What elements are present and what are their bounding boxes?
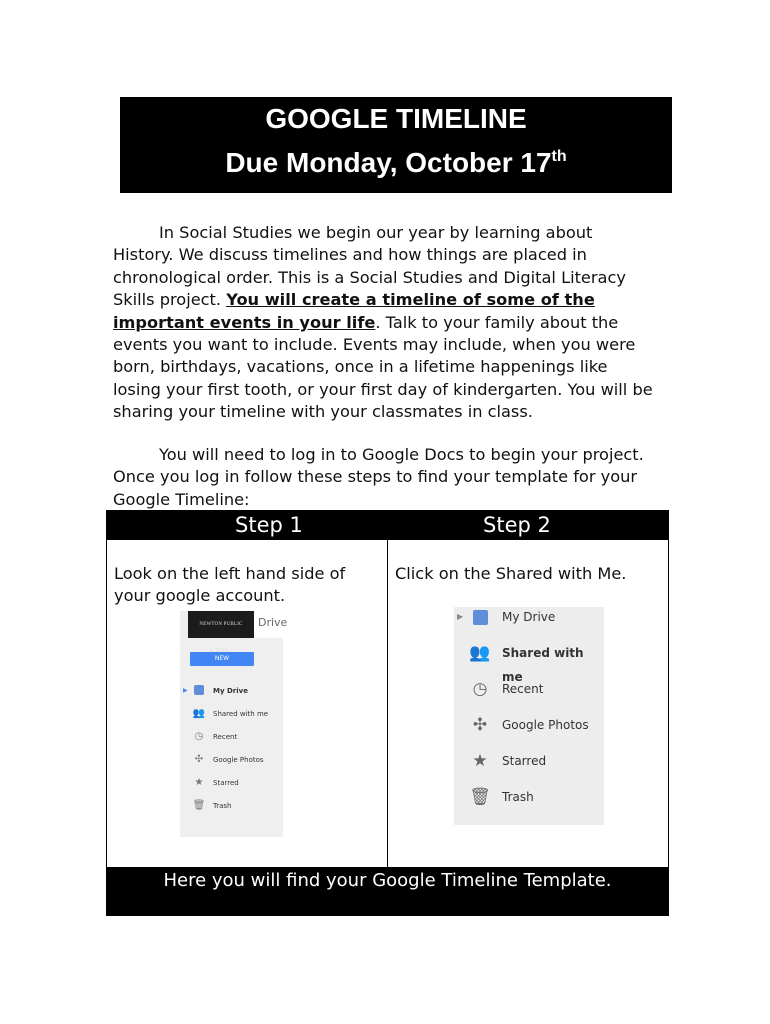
step1-heading: Step 1: [235, 513, 303, 537]
nav-label: Starred: [502, 754, 547, 768]
school-logo: NEWTON PUBLIC: [188, 611, 254, 638]
nav-recent[interactable]: [180, 730, 283, 744]
drive-screenshot-2: [454, 607, 604, 825]
people-icon: 👥: [192, 708, 206, 719]
nav-label: My Drive: [502, 610, 556, 624]
intro-emphasis: You will create a timeline of some of the important events in your life: [113, 290, 595, 332]
drive-screenshot-1: [180, 611, 288, 837]
pinwheel-icon: ✣: [194, 754, 204, 765]
step1-text: Look on the left hand side of your google account.: [114, 564, 346, 606]
clock-icon: ◷: [194, 731, 204, 742]
intro-text-end: . Talk to your family about the events you want to include. Events may include, when you were born, birthdays, vacations, once in a lifetime happenings like losing your first tooth, or your first day of kindergarten. You will be sharing your timeline with your classmates in class.: [113, 312, 653, 422]
drive-label: Drive: [258, 616, 288, 629]
star-icon: ★: [194, 777, 204, 788]
instructions-paragraph: [113, 444, 653, 511]
step2-text: Click on the Shared with Me.: [395, 564, 627, 583]
trash-icon: 🗑: [469, 787, 491, 807]
clock-icon: ◷: [472, 679, 488, 699]
step2-heading: Step 2: [483, 513, 551, 537]
nav-label: Trash: [502, 790, 534, 804]
steps-table: [106, 510, 669, 916]
nav-label: Google Photos: [502, 718, 589, 732]
people-icon: 👥: [469, 643, 491, 663]
nav-my-drive[interactable]: [180, 684, 283, 698]
expand-arrow-icon: ▶: [183, 687, 188, 694]
nav-label: Recent: [213, 733, 238, 741]
drive-icon: [192, 684, 206, 698]
nav-label: Shared with me: [213, 710, 269, 718]
steps-footer: Here you will find your Google Timeline Template.: [107, 867, 668, 915]
nav-shared-with-me[interactable]: [454, 641, 604, 684]
nav-starred[interactable]: [454, 749, 604, 773]
nav-my-drive[interactable]: [454, 605, 604, 629]
steps-header-row: [107, 511, 668, 540]
intro-text-start: In Social Studies we begin our year by learning about History. We discuss timelines and how things are placed in chronological order. This is a Social Studies and Digital Literacy Skills project.: [113, 223, 626, 310]
column-divider: [387, 540, 388, 869]
nav-label: Starred: [213, 779, 239, 787]
pinwheel-icon: ✣: [472, 715, 488, 735]
nav-label: Trash: [213, 802, 232, 810]
intro-paragraph: [113, 222, 653, 424]
nav-trash[interactable]: [454, 785, 604, 809]
instructions-text: You will need to log in to Google Docs to begin your project. Once you log in follow these steps to find your template for your Google Timeline:: [113, 445, 644, 509]
new-button[interactable]: NEW: [190, 652, 254, 666]
nav-google-photos[interactable]: [180, 753, 283, 767]
nav-shared-with-me[interactable]: [180, 707, 283, 721]
nav-trash[interactable]: [180, 799, 283, 813]
drive-header: [188, 611, 288, 638]
nav-recent[interactable]: [454, 677, 604, 701]
nav-label: Google Photos: [213, 756, 264, 764]
nav-label: Recent: [502, 682, 544, 696]
title-banner: [120, 97, 672, 193]
due-date-superscript: th: [551, 148, 567, 165]
expand-arrow-icon: ▶: [457, 612, 464, 621]
due-date: [120, 139, 672, 181]
nav-label: Shared with me: [502, 646, 584, 684]
star-icon: ★: [472, 751, 488, 771]
nav-starred[interactable]: [180, 776, 283, 790]
page-title: GOOGLE TIMELINE: [265, 103, 527, 134]
due-date-text: Due Monday, October 17: [225, 147, 552, 178]
nav-google-photos[interactable]: [454, 713, 604, 737]
trash-icon: 🗑: [192, 800, 206, 811]
drive-icon: [469, 605, 491, 629]
nav-label: My Drive: [213, 687, 248, 695]
